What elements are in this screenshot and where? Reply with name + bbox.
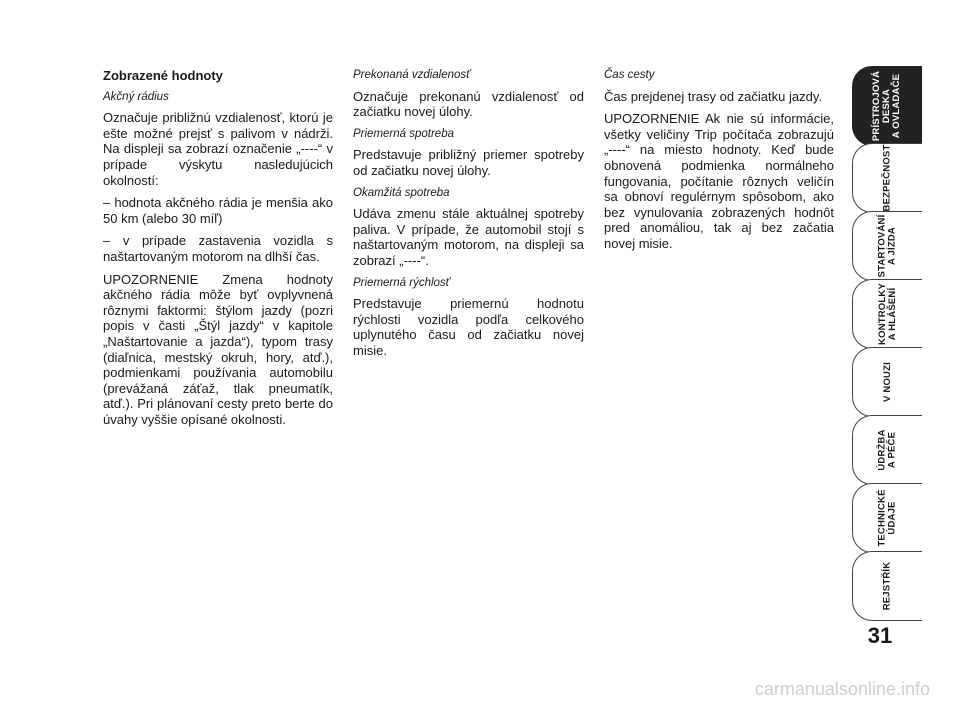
paragraph: Udáva zmenu stále aktuálnej spotreby paliva. V prípade, že automobil stojí s naštartovaným motorom, na displeji sa zobrazí „----“. — [353, 206, 584, 268]
paragraph: Predstavuje priemernú hodnotu rýchlosti vozidla podľa celkového uplynutého času od začiatku novej misie. — [353, 296, 584, 358]
subheading-trip-time: Čas cesty — [604, 69, 655, 81]
tab-pristrojova-deska[interactable] — [852, 66, 922, 146]
paragraph: Čas prejdenej trasy od začiatku jazdy. — [604, 88, 822, 104]
tab-startovani[interactable] — [852, 211, 922, 281]
tab-v-nouzi[interactable] — [852, 347, 922, 417]
subheading-avg-speed: Priemerná rýchlosť — [353, 276, 450, 289]
paragraph-note: UPOZORNENIE Zmena hodnoty akčného rádia môže byť ovplyvnená rôznymi faktormi: štýlom jazdy (pozri popis v časti „Štýl jazdy“ v kapitole „Naštartovanie a jazda“), typom trasy (diaľnica, mestský okruh, hory, atď.), podmienkami používania automobilu (prevážaná záťaž, tlak pneumatík, atď.). Pri plánovaní cesty preto berte do úvahy vyššie opísané okolnosti. — [103, 271, 333, 427]
tab-kontrolky[interactable] — [852, 279, 922, 349]
paragraph: Označuje približnú vzdialenosť, ktorú je ešte možné prejsť s palivom v nádrži. Na displeji sa zobrazí označenie „----“ v prípade výskytu nasledujúcich okolností: — [103, 110, 333, 188]
paragraph-note: UPOZORNENIE Ak nie sú informácie, všetky veličiny Trip počítača zobrazujú „----“ na miesto hodnoty. Keď bude obnovená podmienka normálneho fungovania, počítanie rôznych veličín sa obnoví regulérnym spôsobom, ako bez vynulovania zobrazených hodnôt pred anomáliou, tak aj bez začatia novej misie. — [604, 111, 834, 251]
paragraph: Predstavuje približný priemer spotreby od začiatku novej úlohy. — [353, 147, 584, 178]
column-2 — [353, 68, 584, 366]
section-heading: Zobrazené hodnoty — [103, 68, 223, 83]
tab-label: BEZPEČNOST — [881, 144, 893, 212]
tab-bezpecnost[interactable] — [852, 143, 922, 213]
watermark: carmanualsonline.info — [754, 679, 930, 699]
chapter-tabs — [852, 66, 922, 626]
column-3 — [604, 68, 834, 259]
tab-label: REJSTŘÍK — [881, 561, 893, 611]
tab-label: STARTOVÁNÍ A JÍZDA — [876, 214, 898, 278]
tab-label: TECHNICKÉ ÚDAJE — [876, 489, 898, 547]
tab-label: V NOUZI — [881, 362, 893, 402]
paragraph: – hodnota akčného rádia je menšia ako 50 km (alebo 30 míľ) — [103, 195, 333, 226]
tab-label: ÚDRŽBA A PÉČE — [876, 429, 898, 471]
tab-label: PRÍSTROJOVÁ DESKA A OVLADAČE — [871, 70, 903, 142]
subheading-avg-consumption: Priemerná spotreba — [353, 127, 454, 140]
tab-technicke-udaje[interactable] — [852, 483, 922, 553]
tab-rejstrik[interactable] — [852, 551, 922, 621]
paragraph: – v prípade zastavenia vozidla s naštartovaným motorom na dlhší čas. — [103, 233, 333, 264]
subheading-instant-consumption: Okamžitá spotreba — [353, 186, 450, 199]
paragraph: Označuje prekonanú vzdialenosť od začiatku novej úlohy. — [353, 88, 584, 120]
page-number: 31 — [867, 623, 893, 648]
tab-label: KONTROLKY A HLÁŠENÍ — [876, 283, 898, 345]
tab-udrzba[interactable] — [852, 415, 922, 485]
column-1 — [103, 68, 333, 434]
subheading-distance: Prekonaná vzdialenosť — [353, 69, 471, 81]
subheading-range: Akčný rádius — [103, 90, 169, 103]
